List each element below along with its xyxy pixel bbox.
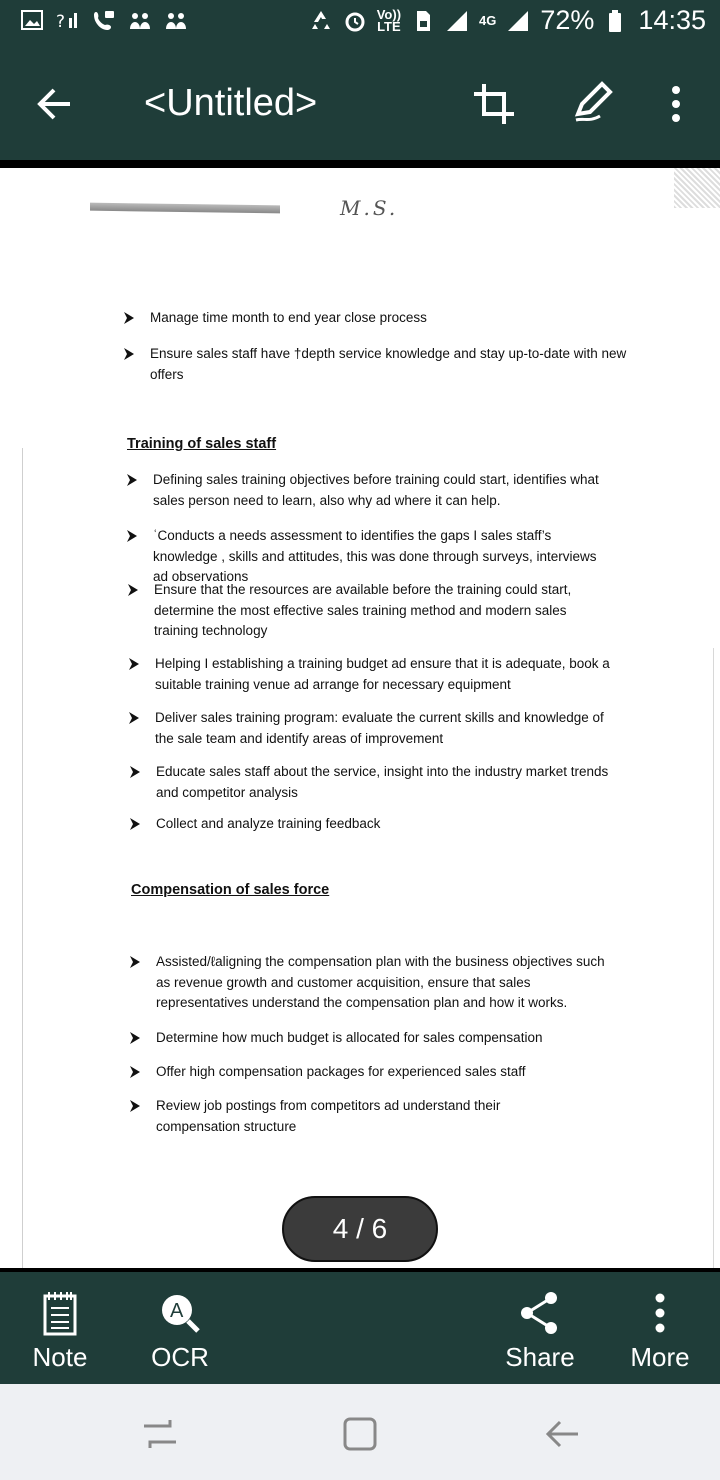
volte-indicator (376, 6, 402, 34)
gallery-notification-icon (20, 8, 44, 32)
arrow-bullet-icon (128, 762, 142, 782)
arrow-bullet-icon (126, 580, 140, 600)
list-item (156, 814, 616, 835)
handwritten-initials: M.S. (340, 196, 399, 220)
list-item (156, 952, 606, 1014)
wifi-calling-icon (92, 8, 116, 32)
document-page[interactable] (0, 168, 720, 1268)
ocr-label: OCR (151, 1342, 209, 1372)
more-vert-icon[interactable] (660, 80, 692, 128)
back-icon[interactable] (540, 1412, 584, 1456)
recent-apps-icon[interactable] (138, 1412, 182, 1456)
alarm-icon (343, 9, 367, 33)
arrow-bullet-icon (128, 814, 142, 834)
share-button[interactable] (480, 1272, 600, 1384)
more-vert-icon (600, 1288, 720, 1338)
contacts-notification-icon (128, 8, 152, 32)
contacts-notification-icon-2 (164, 8, 188, 32)
bullet-text: ʿConducts a needs assessment to identifies the gaps I sales staff’s knowledge , skills and attitudes, this was done through surveys, interviews ad observations (153, 528, 597, 584)
battery-icon (604, 9, 628, 33)
share-label: Share (505, 1342, 575, 1372)
home-icon[interactable] (338, 1412, 382, 1456)
recycle-icon (309, 9, 333, 33)
volte-top: Vo)) (376, 6, 402, 22)
notepad-icon (0, 1288, 120, 1338)
list-item (155, 708, 615, 749)
more-label: More (630, 1342, 690, 1372)
bullet-text: Helping I establishing a training budget ad ensure that it is adequate, book a suitable training venue ad arrange for necessary equipment (155, 656, 610, 692)
bullet-text: Educate sales staff about the service, insight into the industry market trends and competitor analysis (156, 764, 609, 800)
list-item (156, 762, 618, 803)
bottom-toolbar (0, 1268, 720, 1384)
system-nav-bar (0, 1384, 720, 1480)
arrow-bullet-icon (127, 654, 141, 674)
more-button[interactable] (600, 1272, 720, 1384)
page-border-right (713, 648, 714, 1268)
crop-icon[interactable] (470, 80, 518, 128)
document-edge (0, 160, 720, 168)
bullet-text: Defining sales training objectives before training could start, identifies what sales person need to learn, also why ad where it can help. (153, 472, 599, 508)
signal-icon-2 (506, 9, 530, 33)
ocr-search-icon (120, 1288, 240, 1338)
list-item (156, 1028, 606, 1049)
signal-icon-1 (445, 9, 469, 33)
bullet-text: Deliver sales training program: evaluate the current skills and knowledge of the sale team and identify areas of improvement (155, 710, 604, 746)
volte-bottom: LTE (377, 18, 401, 34)
note-label: Note (32, 1342, 88, 1372)
list-item (156, 1062, 606, 1083)
list-item (150, 308, 630, 329)
svg-text:?: ? (56, 12, 66, 32)
bullet-text: Determine how much budget is allocated for sales compensation (156, 1030, 543, 1045)
bullet-text: Manage time month to end year close process (150, 310, 427, 325)
pencil-icon[interactable] (570, 78, 618, 126)
arrow-back-icon[interactable] (30, 80, 78, 128)
arrow-bullet-icon (128, 1062, 142, 1082)
bullet-text: Review job postings from competitors ad understand their compensation structure (156, 1098, 501, 1134)
status-bar (0, 0, 720, 48)
network-type: 4G (479, 12, 497, 28)
list-item (150, 344, 630, 385)
arrow-bullet-icon (125, 526, 139, 546)
battery-percent: 72% (540, 5, 595, 35)
bullet-text: Ensure sales staff have †depth service knowledge and stay up-to-date with new offers (150, 346, 627, 382)
list-item (156, 1096, 586, 1137)
page-border-left (22, 448, 23, 1268)
bullet-text: Offer high compensation packages for experienced sales staff (156, 1064, 526, 1079)
arrow-bullet-icon (128, 952, 142, 972)
note-button[interactable] (0, 1272, 120, 1384)
scan-artifact-corner (674, 168, 720, 208)
page-indicator: 4 / 6 (282, 1196, 438, 1262)
status-system (309, 5, 706, 36)
scan-artifact (90, 203, 280, 214)
section-heading: Compensation of sales force (131, 882, 330, 898)
arrow-bullet-icon (125, 470, 139, 490)
app-bar (0, 48, 720, 160)
ocr-button[interactable] (120, 1272, 240, 1384)
arrow-bullet-icon (128, 1096, 142, 1116)
signal-roaming-icon (56, 8, 80, 32)
list-item (153, 470, 613, 511)
svg-text:A: A (170, 1300, 184, 1322)
arrow-bullet-icon (128, 1028, 142, 1048)
arrow-bullet-icon (122, 308, 136, 328)
list-item (154, 580, 614, 642)
clock: 14:35 (638, 5, 706, 35)
status-notifications (20, 8, 188, 32)
sim-card-icon (411, 9, 435, 33)
arrow-bullet-icon (127, 708, 141, 728)
arrow-bullet-icon (122, 344, 136, 364)
section-heading: Training of sales staff (127, 436, 277, 452)
share-icon (480, 1288, 600, 1338)
bullet-text: Collect and analyze training feedback (156, 816, 381, 831)
bullet-text: Ensure that the resources are available before the training could start, determine the most effective sales training method and modern sales training technology (154, 582, 572, 638)
list-item (155, 654, 615, 695)
bullet-text: Assisted/ℓaligning the compensation plan with the business objectives such as revenue growth and customer acquisition, ensure that sales representatives understand the compensation plan and how it works. (156, 954, 605, 1010)
list-item (153, 526, 613, 588)
document-title: <Untitled> (144, 82, 318, 124)
